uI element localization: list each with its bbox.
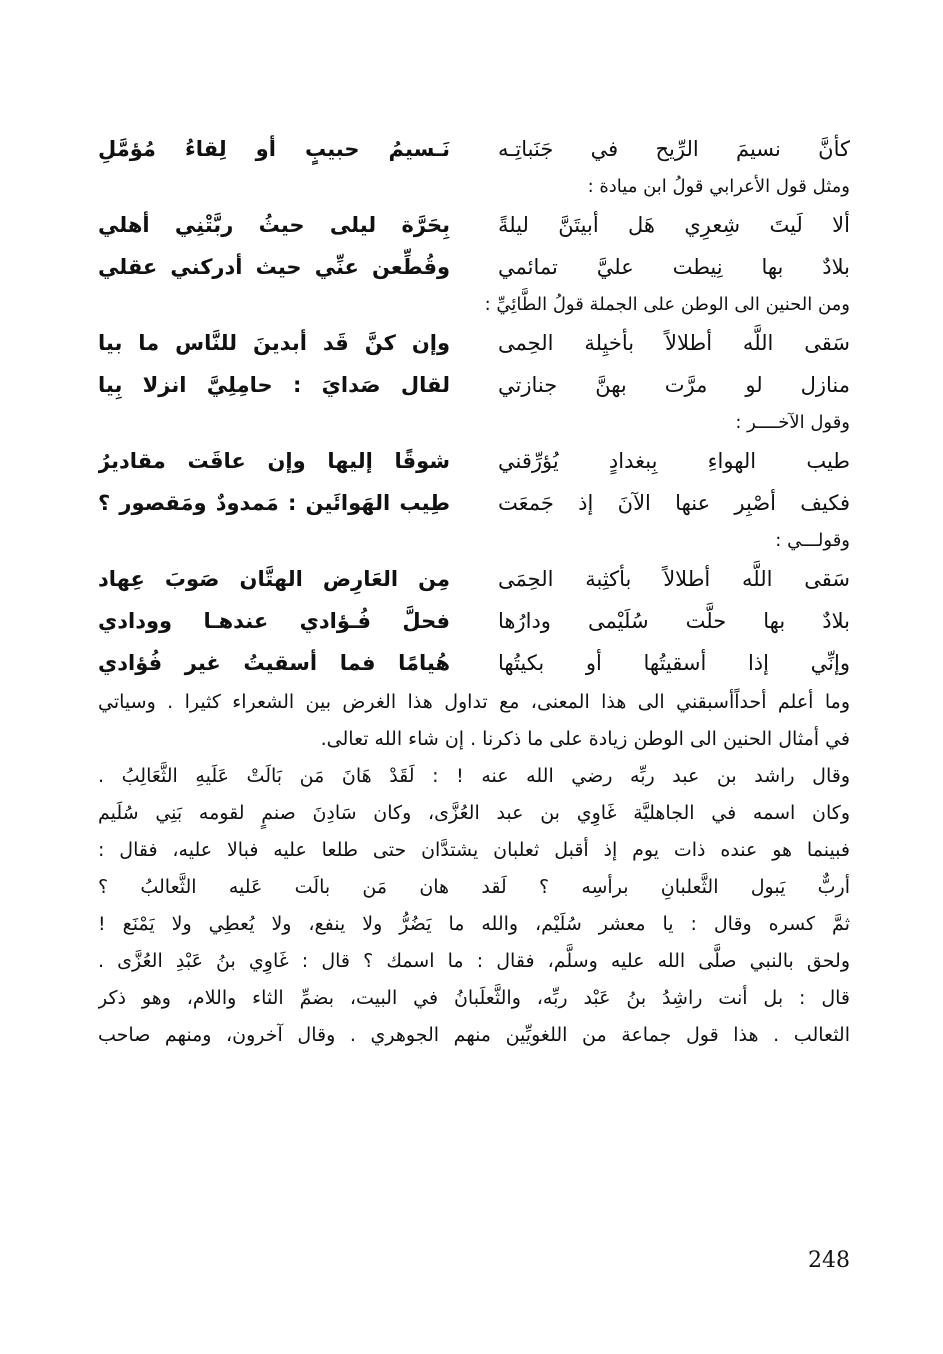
- verse-first-hemistich: منازل لو مرَّت بهنَّ جنازتي: [498, 373, 850, 397]
- verse-line: [98, 558, 850, 600]
- verse-line: [98, 482, 850, 524]
- prose-line: في أمثال الحنين الى الوطن زيادة على ما ذكرنا . إن شاء الله تعالى.: [320, 728, 850, 750]
- page-number: 248: [808, 1248, 850, 1273]
- verse-line: [98, 600, 850, 642]
- verse-second-hemistich: وقُطِّعن عنِّي حيث أدركني عقلي: [98, 255, 450, 279]
- prose-line: الثعالب . هذا قول جماعة من اللغويِّين منهم الجوهري . وقال آخرون، ومنهم صاحب: [98, 1024, 850, 1046]
- verse-first-hemistich: وإنِّي إذا أسقيتُها أو بكيتُها: [498, 651, 850, 675]
- section-heading: ومثل قول الأعرابي قولُ ابن ميادة :: [587, 176, 850, 197]
- prose-line: قال : بل أنت راشِدُ بنُ عَبْد ربِّه، والثَّعلَبانُ في البيت، بضمِّ الثاء واللام، وهو ذكر: [98, 987, 850, 1009]
- verse-first-hemistich: بلادٌ بها حلَّت سُلَيْمى ودارُها: [498, 609, 850, 633]
- prose-line: ولحق بالنبي صلَّى الله عليه وسلَّم، فقال : ما اسمك ؟ قال : غَاوِي بنُ عَبْدِ العُزَّى .: [98, 950, 850, 972]
- prose-line: وكان اسمه في الجاهليَّة غَاوِي بن عبد العُزَّى، وكان سَادِنَ صنمٍ لقومه بَنِي سُلَيم: [98, 802, 850, 824]
- verse-second-hemistich: لقال صَدايَ : حامِلِيَّ انزلا بِيا: [98, 373, 450, 397]
- prose-line: ثمَّ كسره وقال : يا معشر سُلَيْم، والله ما يَضُرُّ ولا ينفع، ولا يُعطِي ولا يَمْنَع !: [98, 913, 850, 935]
- verse-first-hemistich: كأنَّ نسيمَ الرِّيح في جَنَباتِـه: [498, 137, 850, 161]
- verse-first-hemistich: فكيف أصْبِر عنها الآنَ إذ جَمعَت: [498, 491, 850, 515]
- verse-line: [98, 322, 850, 364]
- prose-line: فبينما هو عنده ذات يوم إذ أقبل ثعلبان يشتدَّان حتى طلعا عليه فبالا عليه، فقال :: [98, 839, 850, 861]
- verse-first-hemistich: سَقى اللَّه أطلالاً بأكثِبة الحِمَى: [498, 567, 850, 591]
- verse-line: [98, 364, 850, 406]
- verse-first-hemistich: طيب الهواءِ بِبغدادٍ يُؤرِّقني: [498, 449, 850, 473]
- verse-second-hemistich: هُيامًا فما أسقيتُ غير فُؤادي: [98, 651, 450, 675]
- verse-second-hemistich: بِحَرَّة ليلى حيثُ ربَّتْنِي أهلي: [98, 213, 450, 237]
- verse-second-hemistich: شوقًا إليها وإن عاقَت مقاديرُ: [98, 449, 450, 473]
- verse-line: [98, 246, 850, 288]
- verse-line: [98, 440, 850, 482]
- verse-first-hemistich: بلادٌ بها نِيطت عليَّ تمائمي: [498, 255, 850, 279]
- page-text: [98, 128, 850, 1054]
- verse-line: [98, 128, 850, 170]
- verse-second-hemistich: فحلَّ فُـؤادي عندهـا وودادي: [98, 609, 450, 633]
- verse-line: [98, 204, 850, 246]
- verse-first-hemistich: ألا لَيتَ شِعرِي هَل أبيتَنَّ ليلةً: [498, 213, 850, 237]
- section-heading: وقولـــي :: [775, 530, 850, 551]
- verse-first-hemistich: سَقى اللَّه أطلالاً بأخيِلة الحِمى: [498, 331, 850, 355]
- verse-second-hemistich: وإن كنَّ قَد أبدينَ للنَّاس ما بيا: [98, 331, 450, 355]
- verse-second-hemistich: طِيب الهَوائَين : مَمدودٌ ومَقصور ؟: [98, 491, 450, 515]
- prose-line: وقال راشد بن عبد ربِّه رضي الله عنه ! : لَقَدْ هَانَ مَن بَالَتْ عَلَيهِ الثَّعَالِبُ .: [98, 765, 850, 787]
- verse-second-hemistich: نَـسيمُ حبيبٍ أو لِقاءُ مُؤمَّلِ: [98, 137, 450, 161]
- section-heading: وقول الآخــــر :: [735, 412, 850, 433]
- verse-second-hemistich: مِن العَارِض الهتَّان صَوبَ عِهاد: [98, 567, 450, 591]
- prose-line: أربٌّ يَبول الثَّعلبانِ برأسِه ؟ لَقد هان مَن بالَت عَليه الثَّعالبُ ؟: [98, 876, 850, 898]
- prose-line: وما أعلم أحداًأسبقني الى هذا المعنى، مع تداول هذا الغرض بين الشعراء كثيرا . وسياتي: [98, 691, 850, 713]
- section-heading: ومن الحنين الى الوطن على الجملة قولُ الطَّائِيِّ :: [484, 294, 850, 315]
- verse-line: [98, 642, 850, 684]
